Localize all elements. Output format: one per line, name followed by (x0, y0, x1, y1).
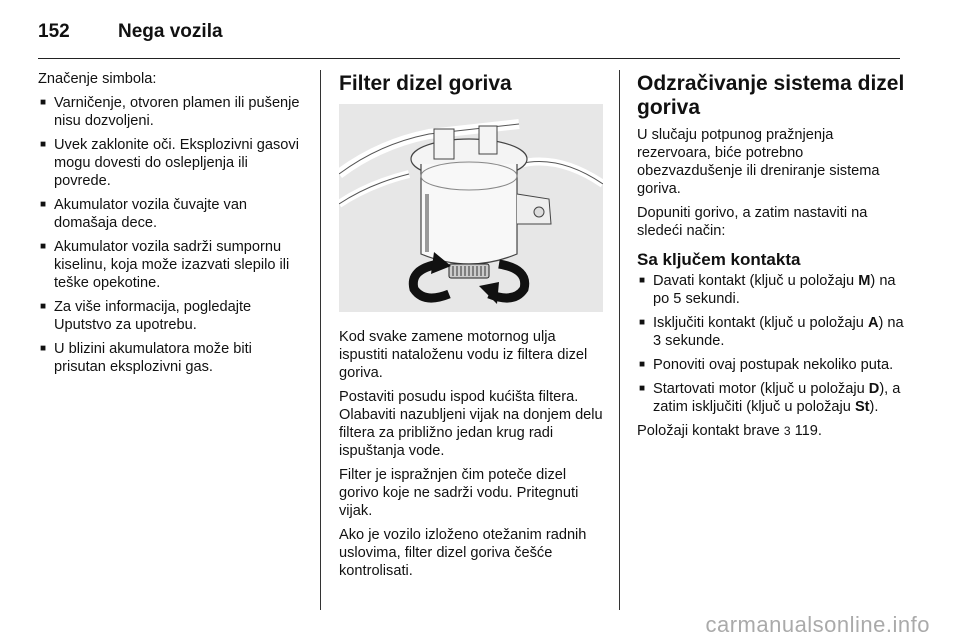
column-symbols (38, 70, 306, 382)
list-item: ■ Akumulator vozila čuvajte van domašaja dece. (38, 196, 306, 232)
key-position: M (858, 273, 871, 289)
list-item: ■ Davati kontakt (ključ u položaju M) na po 5 sekundi. (637, 272, 905, 308)
column-fuel-bleeding (637, 72, 905, 446)
key-position: D (868, 381, 880, 397)
section-title: Odzračivanje sistema dizel goriva (637, 72, 905, 119)
list-item: ■ Isključiti kontakt (ključ u položaju A) na 3 sekunde. (637, 314, 905, 350)
page-header (38, 14, 223, 50)
paragraph: Dopuniti gorivo, a zatim nastaviti na sledeći način: (637, 205, 868, 239)
watermark: carmanualsonline.info (705, 612, 930, 637)
page-reference-link[interactable]: 119. (794, 423, 822, 439)
list-item: ■ Uvek zaklonite oči. Eksplozivni gasovi mogu dovesti do oslepljenja ili povrede. (38, 136, 306, 190)
reference-arrow-icon: 3 (783, 424, 791, 438)
key-position: St (854, 399, 870, 415)
symbols-intro: Značenje simbola: (38, 71, 157, 87)
column-fuel-filter (339, 72, 603, 586)
section-title: Filter dizel goriva (339, 72, 512, 95)
fuel-filter-illustration (339, 104, 603, 312)
paragraph: U slučaju potpunog pražnjenja rezervoara, biće potrebno obezvazdušenje ili dreniranje sistema goriva. (637, 127, 880, 197)
fuel-filter-drawing (339, 104, 603, 312)
column-divider-1 (320, 70, 321, 610)
paragraph: Kod svake zamene motornog ulja ispustiti nataloženu vodu iz filtera dizel goriva. (339, 329, 588, 381)
page-number: 152 (38, 21, 70, 42)
list-item: ■ Za više informacija, pogledajte Uputstvo za upotrebu. (38, 298, 306, 334)
column-divider-2 (619, 70, 620, 610)
list-item: ■ U blizini akumulatora može biti prisutan eksplozivni gas. (38, 340, 306, 376)
list-item: ■ Akumulator vozila sadrži sumpornu kiselinu, koja može izazvati slepilo ili teške opekotine. (38, 238, 306, 292)
symbols-list (38, 94, 306, 376)
chapter-title: Nega vozila (118, 21, 223, 42)
steps-list (637, 272, 905, 416)
paragraph: Postaviti posudu ispod kućišta filtera. Olabaviti nazubljeni vijak na donjem delu filtera za približno jedan krug radi ispuštanja vode. (339, 389, 603, 459)
list-item: ■ Ponoviti ovaj postupak nekoliko puta. (637, 356, 905, 374)
paragraph: Ako je vozilo izloženo otežanim radnih uslovima, filter dizel goriva češće kontrolisati. (339, 527, 587, 579)
key-position: A (867, 315, 879, 331)
list-item: ■ Startovati motor (ključ u položaju D), a zatim isključiti (ključ u položaju St). (637, 380, 905, 416)
paragraph: Filter je ispražnjen čim poteče dizel gorivo koje ne sadrži vodu. Pritegnuti vijak. (339, 467, 579, 519)
list-item: ■ Varničenje, otvoren plamen ili pušenje nisu dozvoljeni. (38, 94, 306, 130)
subsection-title: Sa ključem kontakta (637, 250, 801, 269)
cross-reference: Položaji kontakt brave 3 119. (637, 423, 822, 439)
header-divider (38, 58, 900, 59)
